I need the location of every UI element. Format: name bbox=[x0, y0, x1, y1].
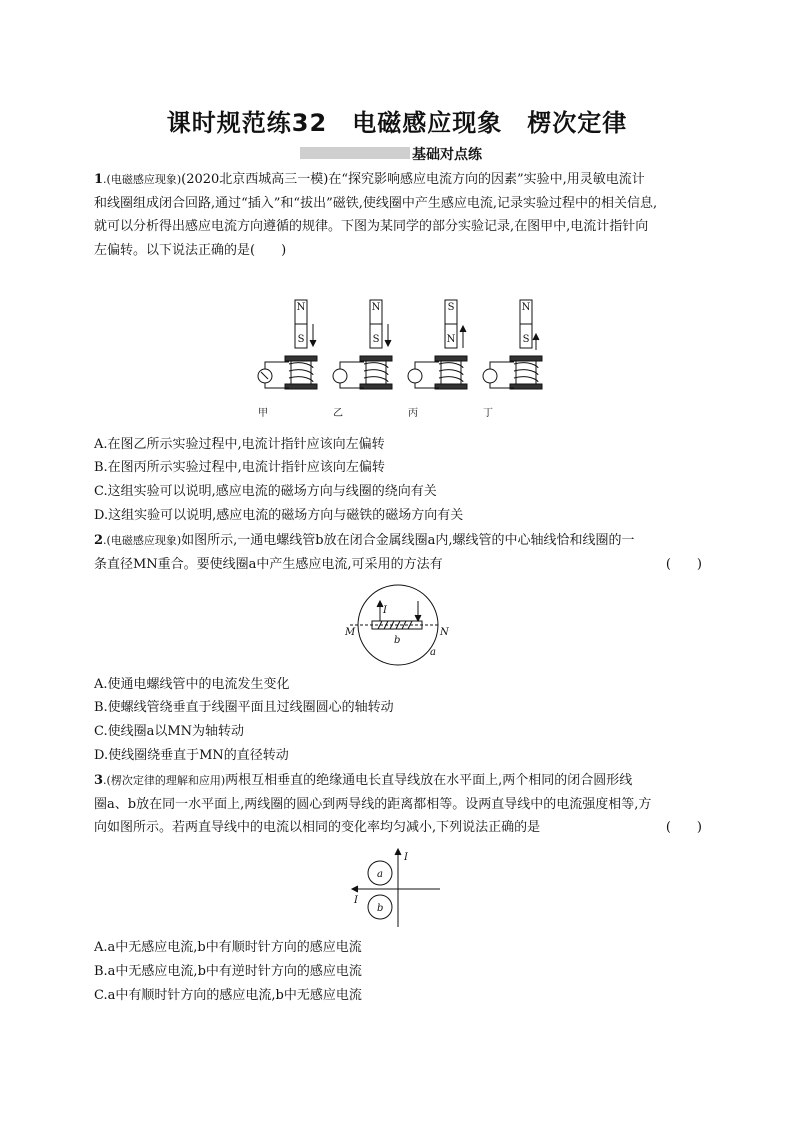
q2-text-2: 条直径MN重合。要使线圈a中产生感应电流,可采用的方法有 bbox=[94, 556, 443, 572]
setup-yi bbox=[333, 300, 392, 389]
pole-label-n: N bbox=[446, 334, 456, 345]
question-1 bbox=[94, 168, 702, 262]
q1-number: 1 bbox=[94, 172, 104, 187]
figure-label-bing: 丙 bbox=[408, 408, 418, 419]
pole-label-n: N bbox=[521, 302, 531, 313]
galvanometer-icon bbox=[408, 369, 422, 383]
label-b: b bbox=[377, 903, 384, 914]
setup-jia bbox=[258, 300, 317, 389]
question-2 bbox=[94, 529, 702, 576]
pole-label-n: N bbox=[371, 302, 381, 313]
label-i-horizontal: I bbox=[354, 895, 358, 906]
q1-topic-tag: .(电磁感应现象) bbox=[103, 173, 182, 186]
setup-bing bbox=[408, 300, 467, 389]
page-title: 课时规范练32 电磁感应现象 楞次定律 bbox=[166, 109, 628, 137]
current-arrow-down-icon bbox=[415, 615, 421, 621]
q2-option-d: D.使线圈绕垂直于MN的直径转动 bbox=[94, 748, 289, 763]
q2-option-c: C.使线圈a以MN为轴转动 bbox=[94, 724, 245, 739]
figure-label-yi: 乙 bbox=[333, 408, 343, 419]
q3-number: 3 bbox=[94, 773, 104, 788]
galvanometer-icon bbox=[333, 369, 347, 383]
q3-text-3: 向如图所示。若两直导线中的电流以相同的变化率均匀减小,下列说法正确的是 bbox=[94, 820, 541, 835]
label-a: a bbox=[377, 869, 383, 880]
section-title: 基础对点练 bbox=[412, 147, 482, 163]
q2-option-a: A.使通电螺线管中的电流发生变化 bbox=[94, 677, 290, 692]
q3-answer-paren: ( ) bbox=[665, 820, 702, 835]
pole-label-s: S bbox=[447, 302, 455, 313]
q3-topic-tag: .(楞次定律的理解和应用) bbox=[103, 774, 226, 787]
q1-text-2: 和线圈组成闭合回路,通过“插入”和“拔出”磁铁,使线圈中产生感应电流,记录实验过程中的相关信息, bbox=[94, 195, 658, 211]
q2-number: 2 bbox=[94, 533, 104, 548]
q1-text-3: 就可以分析得出感应电流方向遵循的规律。下图为某同学的部分实验记录,在图甲中,电流计指针向 bbox=[94, 219, 649, 234]
pole-label-s: S bbox=[372, 334, 380, 345]
pole-label-s: S bbox=[522, 334, 530, 345]
pole-label-n: N bbox=[296, 302, 306, 313]
arrow-up-icon bbox=[460, 326, 466, 332]
section-divider-bar bbox=[300, 147, 410, 159]
q3-figure bbox=[348, 843, 448, 931]
q1-text-4: 左偏转。以下说法正确的是( ) bbox=[94, 242, 287, 258]
q3-option-a: A.a中无感应电流,b中有顺时针方向的感应电流 bbox=[94, 940, 362, 955]
q1-text-1: (2020北京西城高三一模)在“探究影响感应电流方向的因素”实验中,用灵敏电流计 bbox=[181, 172, 645, 187]
q1-option-c: C.这组实验可以说明,感应电流的磁场方向与线圈的绕向有关 bbox=[94, 484, 437, 499]
q2-line-1 bbox=[94, 529, 702, 553]
q3-line-3 bbox=[94, 816, 702, 840]
question-3 bbox=[94, 769, 702, 840]
q2-topic-tag: .(电磁感应现象) bbox=[103, 534, 182, 547]
q3-text-2: 圈a、b放在同一水平面上,两线圈的圆心到两导线的距离都相等。设两直导线中的电流强度相等,方 bbox=[94, 796, 652, 812]
label-a: a bbox=[430, 647, 436, 658]
galvanometer-icon bbox=[483, 369, 497, 383]
figure-label-jia: 甲 bbox=[258, 408, 268, 419]
label-m: M bbox=[345, 627, 356, 638]
arrow-up-icon bbox=[395, 849, 401, 855]
arrow-left-icon bbox=[352, 886, 358, 892]
q1-line-1 bbox=[94, 168, 702, 192]
arrow-up-icon bbox=[533, 334, 539, 340]
q1-option-a: A.在图乙所示实验过程中,电流计指针应该向左偏转 bbox=[94, 437, 385, 452]
q2-text-1: 如图所示,一通电螺线管b放在闭合金属线圈a内,螺线管的中心轴线恰和线圈的一 bbox=[181, 533, 635, 548]
label-i-vertical: I bbox=[404, 852, 408, 863]
q2-answer-paren: ( ) bbox=[665, 556, 702, 572]
label-i: I bbox=[383, 605, 387, 616]
q2-option-b: B.使螺线管绕垂直于线圈平面且过线圈圆心的轴转动 bbox=[94, 700, 394, 715]
q2-line-2 bbox=[94, 553, 702, 577]
label-b: b bbox=[394, 635, 401, 646]
q3-text-1: 两根互相垂直的绝缘通电长直导线放在水平面上,两个相同的闭合圆形线 bbox=[225, 773, 633, 788]
q3-option-b: B.a中无感应电流,b中有逆时针方向的感应电流 bbox=[94, 964, 362, 979]
setup-ding bbox=[483, 300, 542, 389]
label-n: N bbox=[440, 627, 449, 638]
q3-option-c: C.a中有顺时针方向的感应电流,b中无感应电流 bbox=[94, 988, 362, 1003]
figure-label-ding: 丁 bbox=[483, 408, 493, 419]
pole-label-s: S bbox=[297, 334, 305, 345]
q3-line-1 bbox=[94, 769, 702, 793]
arrow-down-icon bbox=[385, 340, 391, 346]
q2-figure bbox=[330, 581, 470, 671]
q1-option-b: B.在图丙所示实验过程中,电流计指针应该向左偏转 bbox=[94, 460, 385, 475]
q1-option-d: D.这组实验可以说明,感应电流的磁场方向与磁铁的磁场方向有关 bbox=[94, 508, 464, 523]
q1-figure bbox=[0, 296, 794, 426]
arrow-down-icon bbox=[310, 340, 316, 346]
